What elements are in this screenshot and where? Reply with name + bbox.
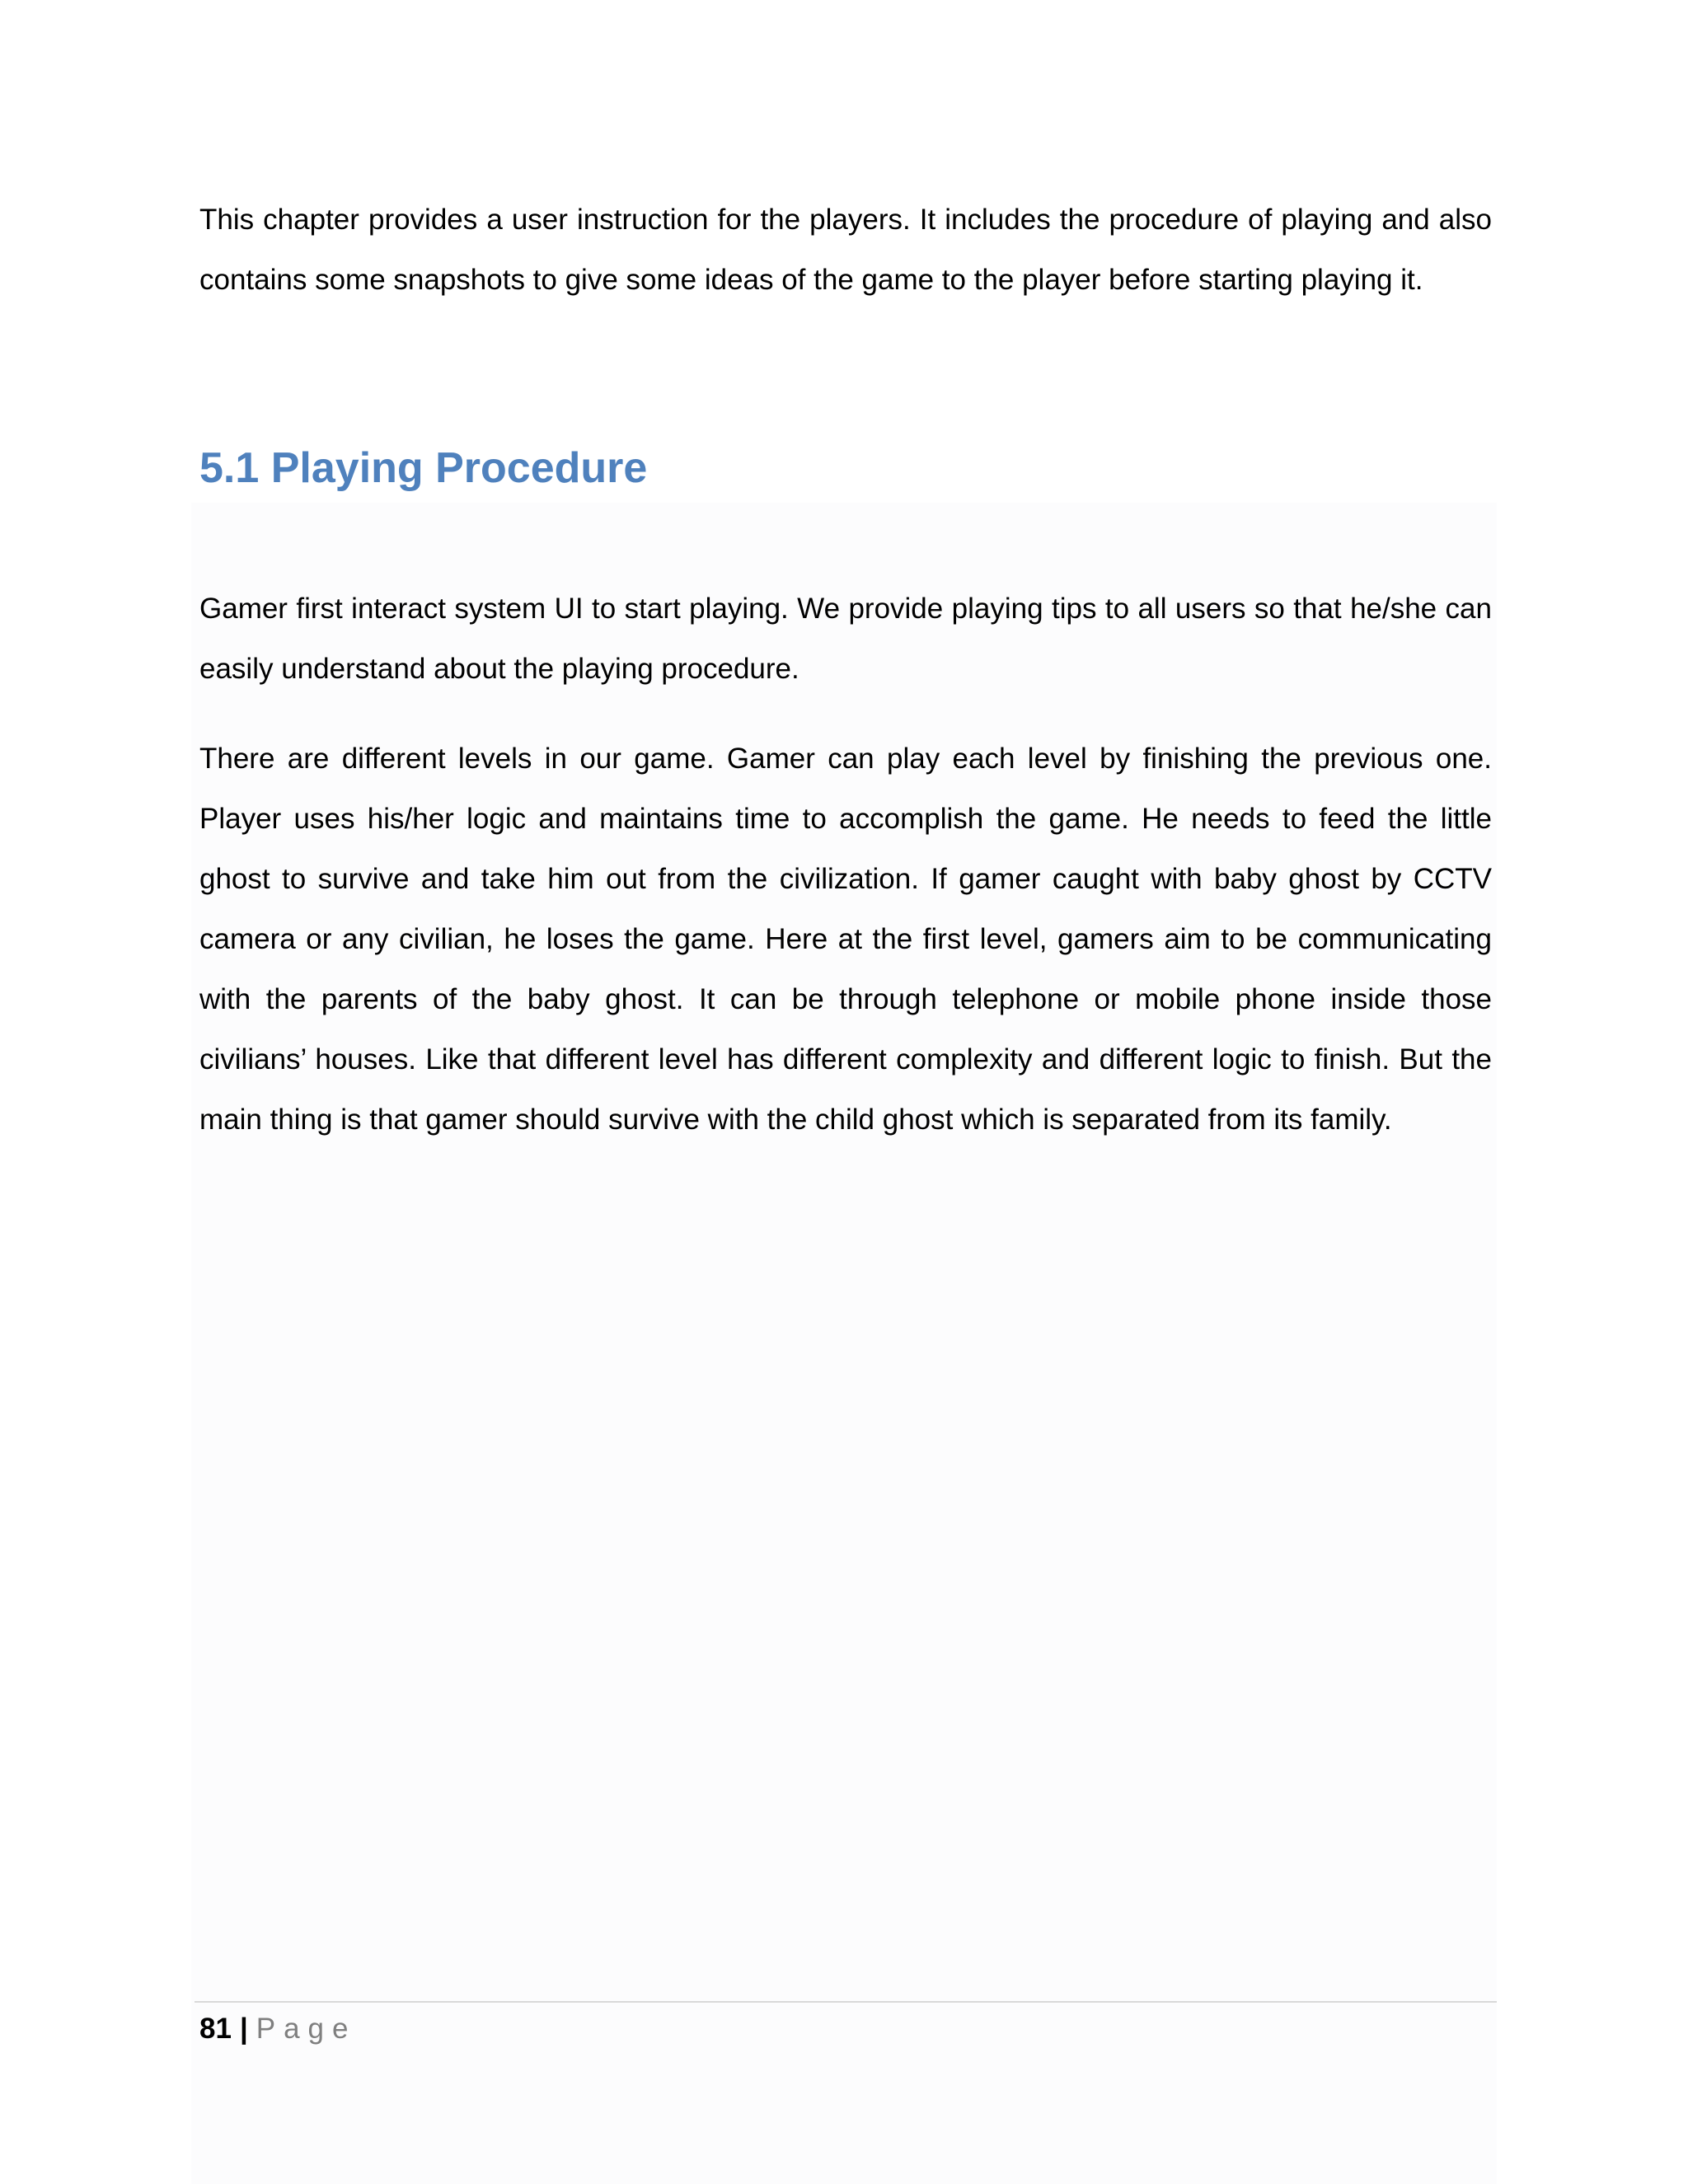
body-paragraph-1: Gamer first interact system UI to start playing. We provide playing tips to all users so that he/she can easily understand about the playing procedure. xyxy=(199,593,1492,685)
page-number: 81 xyxy=(199,2013,232,2045)
page-label: Page xyxy=(256,2013,357,2045)
footer-separator: | xyxy=(239,2013,248,2045)
body-paragraph-2: There are different levels in our game. Gamer can play each level by finishing the previous one. Player uses his/her logic and maintains time to accomplish the game. He needs to feed the little ghost to survive and take him out from the civilization. If gamer caught with baby ghost by CCTV camera or any civilian, he loses the game. Here at the first level, gamers aim to be communicating with the parents of the baby ghost. It can be through telephone or mobile phone inside those civilians’ houses. Like that different level has different complexity and different logic to finish. But the main thing is that gamer should survive with the child ghost which is separated from its family. xyxy=(199,743,1492,1136)
footer-divider xyxy=(195,2001,1497,2003)
intro-paragraph: This chapter provides a user instruction for the players. It includes the procedure of playing and also contains some snapshots to give some ideas of the game to the player before starting playing it. xyxy=(199,204,1492,296)
page-footer xyxy=(199,2008,356,2050)
section-heading: 5.1 Playing Procedure xyxy=(199,444,648,492)
